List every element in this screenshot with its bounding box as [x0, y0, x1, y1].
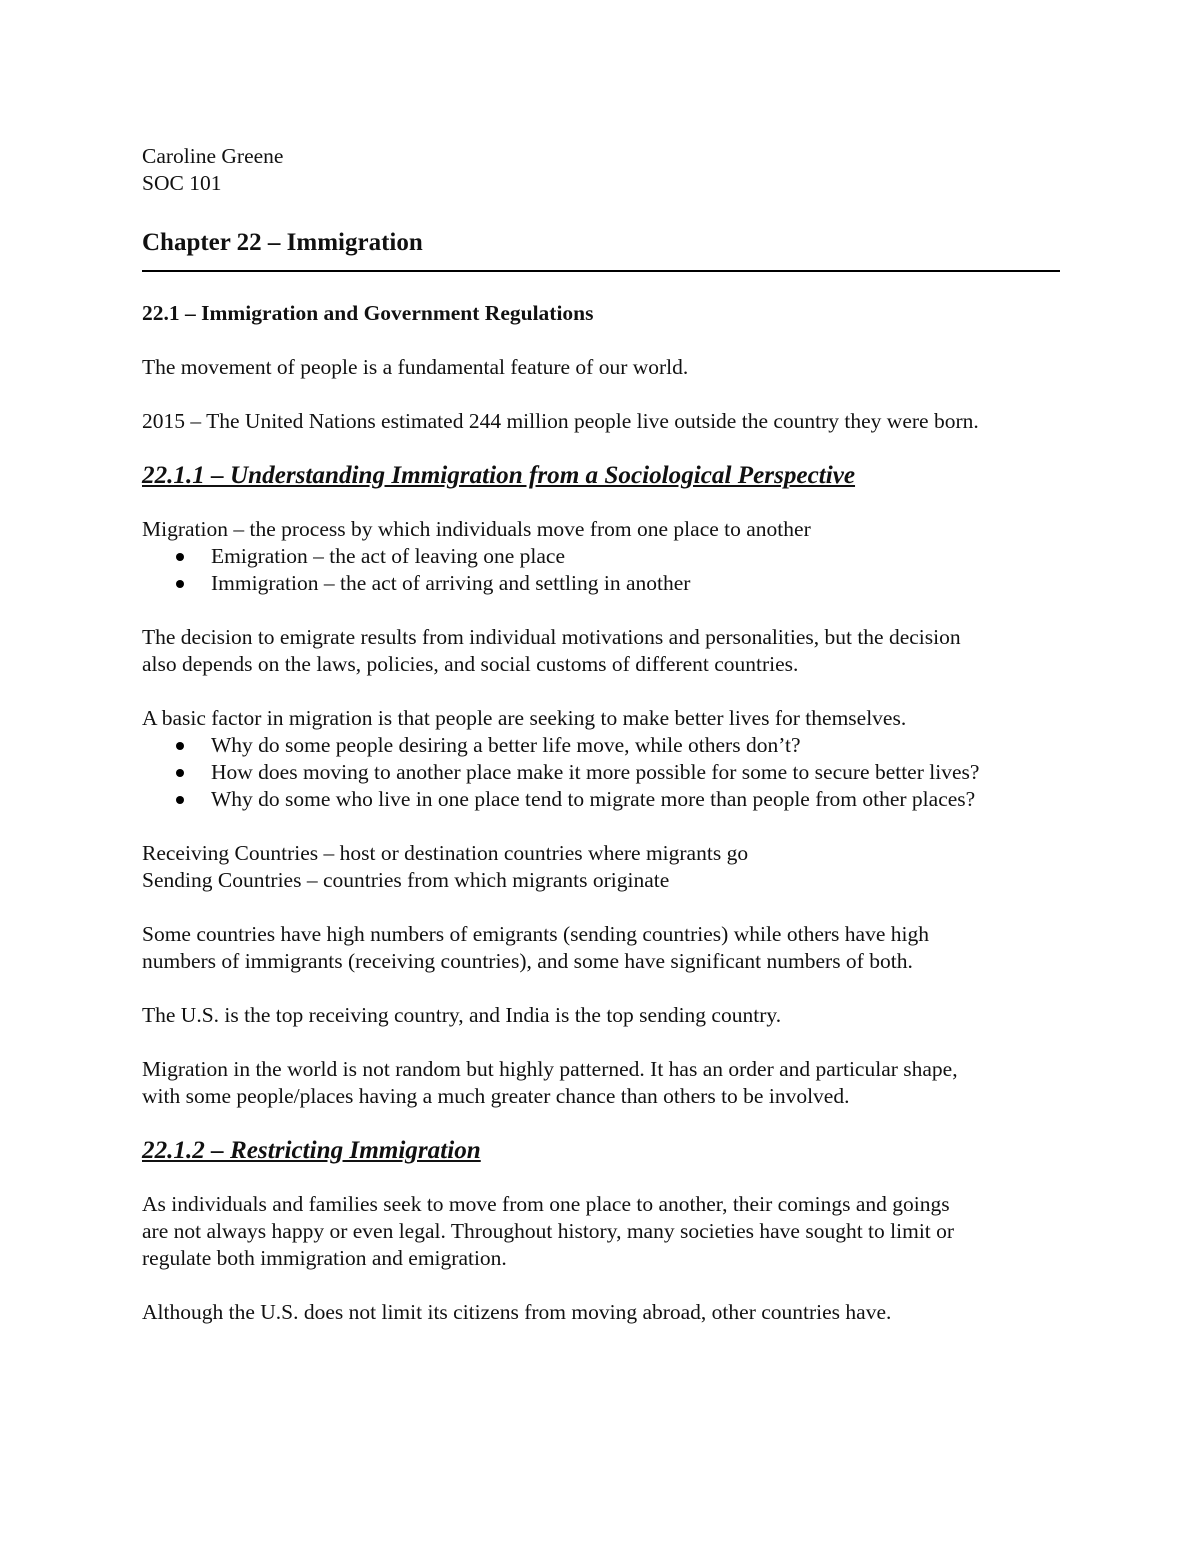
paragraph-movement: The movement of people is a fundamental feature of our world.	[142, 355, 689, 379]
paragraph-pattern-line-2: with some people/places having a much greater chance than others to be involved.	[142, 1084, 850, 1108]
paragraph-numbers-line-2: numbers of immigrants (receiving countries), and some have significant numbers of both.	[142, 949, 913, 973]
section-heading-22-1: 22.1 – Immigration and Government Regulations	[142, 301, 594, 325]
list-item	[142, 732, 1060, 759]
paragraph-numbers-line-1: Some countries have high numbers of emigrants (sending countries) while others have high	[142, 922, 929, 946]
bullet-icon	[176, 796, 184, 804]
paragraph-top-countries: The U.S. is the top receiving country, and India is the top sending country.	[142, 1003, 782, 1027]
paragraph-decision-line-2: also depends on the laws, policies, and social customs of different countries.	[142, 652, 799, 676]
list-item	[142, 570, 1060, 597]
document-page	[142, 143, 1060, 1326]
migration-definition: Migration – the process by which individuals move from one place to another	[142, 517, 811, 541]
list-item-text: How does moving to another place make it more possible for some to secure better lives?	[211, 760, 980, 784]
subsection-heading-22-1-2: 22.1.2 – Restricting Immigration	[142, 1137, 481, 1164]
receiving-countries-definition: Receiving Countries – host or destination countries where migrants go	[142, 841, 749, 865]
list-item	[142, 543, 1060, 570]
list-item-text: Immigration – the act of arriving and settling in another	[211, 571, 691, 595]
paragraph-pattern-line-1: Migration in the world is not random but highly patterned. It has an order and particular shape,	[142, 1057, 958, 1081]
bullet-icon	[176, 553, 184, 561]
bullet-icon	[176, 769, 184, 777]
list-item-text: Why do some who live in one place tend to migrate more than people from other places?	[211, 787, 976, 811]
subsection-heading-22-1-1: 22.1.1 – Understanding Immigration from a Sociological Perspective	[142, 462, 856, 489]
migration-bullet-list	[142, 543, 1060, 597]
bullet-icon	[176, 742, 184, 750]
chapter-title: Chapter 22 – Immigration	[142, 229, 423, 256]
list-item	[142, 786, 1060, 813]
sending-countries-definition: Sending Countries – countries from which migrants originate	[142, 868, 670, 892]
paragraph-abroad: Although the U.S. does not limit its citizens from moving abroad, other countries have.	[142, 1300, 892, 1324]
list-item-text: Emigration – the act of leaving one place	[211, 544, 566, 568]
list-item	[142, 759, 1060, 786]
bullet-icon	[176, 580, 184, 588]
paragraph-comings-line-2: are not always happy or even legal. Throughout history, many societies have sought to limit or	[142, 1219, 955, 1243]
paragraph-un-estimate: 2015 – The United Nations estimated 244 million people live outside the country they were born.	[142, 409, 979, 433]
paragraph-comings-line-3: regulate both immigration and emigration.	[142, 1246, 507, 1270]
list-item-text: Why do some people desiring a better life move, while others don’t?	[211, 733, 801, 757]
paragraph-decision-line-1: The decision to emigrate results from individual motivations and personalities, but the decision	[142, 625, 961, 649]
paragraph-basic-factor: A basic factor in migration is that people are seeking to make better lives for themselves.	[142, 706, 907, 730]
course-code: SOC 101	[142, 171, 222, 195]
question-bullet-list	[142, 732, 1060, 813]
paragraph-comings-line-1: As individuals and families seek to move from one place to another, their comings and goings	[142, 1192, 950, 1216]
author-name: Caroline Greene	[142, 144, 284, 168]
